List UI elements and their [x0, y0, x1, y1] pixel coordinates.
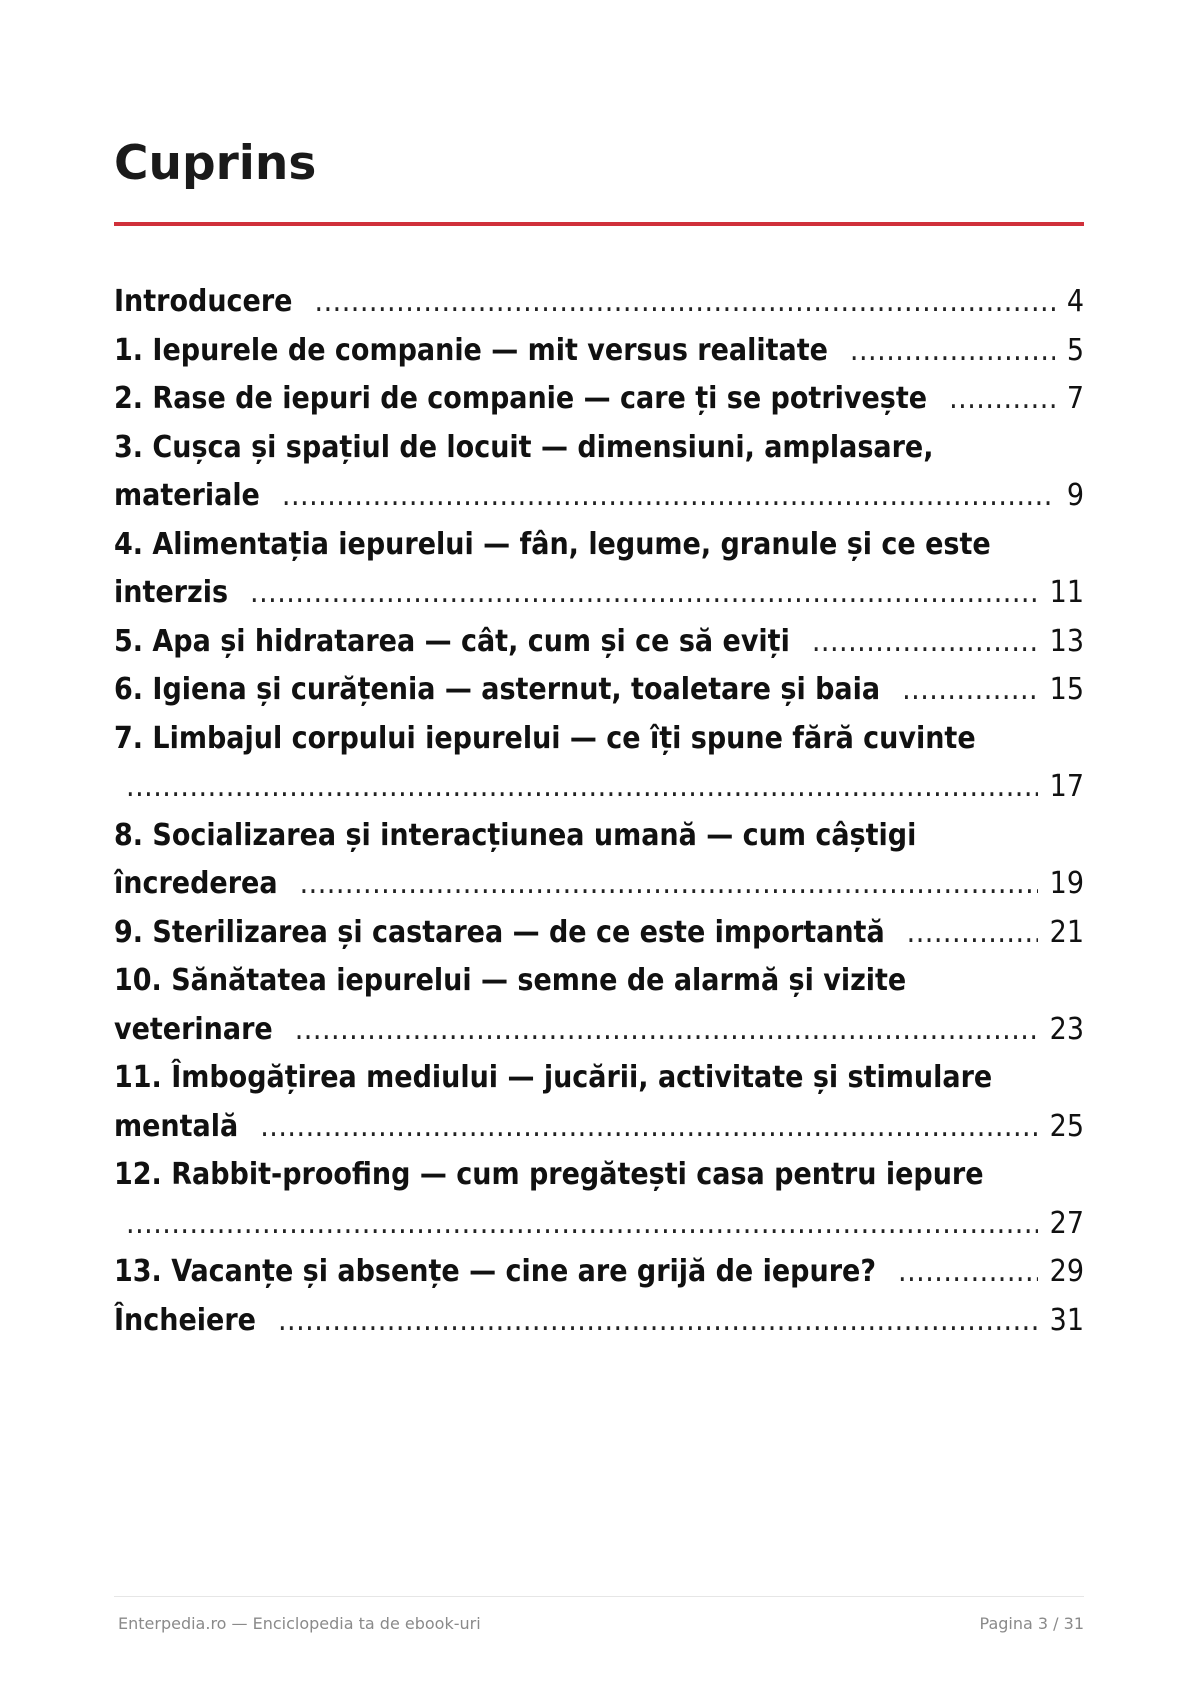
- toc-page-number: 13: [1049, 623, 1084, 659]
- toc-dot-leader: [315, 278, 1055, 327]
- toc-page-number: 31: [1049, 1302, 1084, 1338]
- toc-entry-9[interactable]: [114, 909, 1084, 958]
- footer-divider: [114, 1596, 1084, 1597]
- toc-page-number: 21: [1049, 914, 1084, 950]
- toc-entry-4[interactable]: [114, 521, 1084, 618]
- toc-dot-leader: [126, 763, 1038, 812]
- toc-dot-leader: [902, 666, 1038, 715]
- toc-page-number: 27: [1049, 1205, 1084, 1241]
- toc-page-number: 23: [1049, 1011, 1084, 1047]
- toc-entry-title: 11. Îmbogățirea mediului — jucării, activitate și stimulare: [114, 1060, 993, 1095]
- toc-page-number: 29: [1049, 1254, 1084, 1289]
- toc-entry-7[interactable]: [114, 715, 1084, 812]
- toc-page-number: 19: [1049, 866, 1084, 901]
- toc-dot-leader: [295, 1006, 1038, 1055]
- page-title: Cuprins: [114, 136, 317, 191]
- toc-entry-title-continued: veterinare: [114, 1011, 273, 1047]
- toc-entry-title: 3. Cușca și spațiul de locuit — dimensiuni, amplasare,: [114, 429, 934, 465]
- toc-entry-title: 2. Rase de iepuri de companie — care ți se potrivește: [114, 381, 928, 416]
- toc-entry-title: 5. Apa și hidratarea — cât, cum și ce să eviți: [114, 623, 790, 659]
- toc-entry-3[interactable]: [114, 424, 1084, 521]
- toc-entry-title: 4. Alimentația iepurelui — fân, legume, granule și ce este: [114, 526, 991, 562]
- toc-entry-title-continued: mentală: [114, 1108, 239, 1144]
- toc-dot-leader: [812, 618, 1038, 667]
- toc-entry-6[interactable]: [114, 666, 1084, 715]
- toc-entry-title: Încheiere: [114, 1302, 256, 1338]
- toc-entry-introducere[interactable]: [114, 278, 1084, 327]
- toc-entry-5[interactable]: [114, 618, 1084, 667]
- toc-entry-title: 12. Rabbit-proofing — cum pregătești casa pentru iepure: [114, 1157, 984, 1192]
- toc-entry-title: 7. Limbajul corpului iepurelui — ce îți spune fără cuvinte: [114, 720, 976, 756]
- toc-entry-10[interactable]: [114, 957, 1084, 1054]
- toc-entry-2[interactable]: [114, 375, 1084, 424]
- toc-page-number: 4: [1066, 284, 1084, 319]
- toc-dot-leader: [949, 375, 1055, 424]
- toc-entry-12[interactable]: [114, 1151, 1084, 1248]
- toc-entry-11[interactable]: [114, 1054, 1084, 1151]
- toc-entry-1[interactable]: [114, 327, 1084, 376]
- toc-entry-incheiere[interactable]: [114, 1297, 1084, 1346]
- toc-entry-title-continued: încrederea: [114, 866, 278, 901]
- toc-entry-title: 1. Iepurele de companie — mit versus realitate: [114, 332, 828, 368]
- toc-page-number: 11: [1049, 575, 1084, 610]
- toc-entry-title-continued: interzis: [114, 575, 229, 610]
- toc-dot-leader: [850, 327, 1055, 376]
- toc-dot-leader: [260, 1103, 1037, 1152]
- toc-entry-title: 6. Igiena și curățenia — asternut, toaletare și baia: [114, 672, 881, 707]
- toc-page-number: 17: [1049, 769, 1084, 804]
- table-of-contents: [114, 278, 1084, 1345]
- toc-dot-leader: [126, 1200, 1038, 1249]
- toc-dot-leader: [907, 909, 1038, 958]
- toc-entry-title: 8. Socializarea și interacțiunea umană — cum câștigi: [114, 817, 917, 853]
- toc-page-number: 15: [1049, 672, 1084, 707]
- toc-page-number: 5: [1066, 332, 1084, 368]
- toc-dot-leader: [898, 1248, 1038, 1297]
- toc-page-number: 7: [1066, 381, 1084, 416]
- footer-site-name: Enterpedia.ro — Enciclopedia ta de ebook-uri: [118, 1614, 481, 1633]
- toc-entry-13[interactable]: [114, 1248, 1084, 1297]
- toc-dot-leader: [300, 860, 1038, 909]
- title-divider: [114, 222, 1084, 226]
- toc-entry-title: 10. Sănătatea iepurelui — semne de alarmă și vizite: [114, 963, 907, 998]
- toc-entry-title: 9. Sterilizarea și castarea — de ce este importantă: [114, 914, 885, 950]
- toc-dot-leader: [250, 569, 1038, 618]
- toc-dot-leader: [278, 1297, 1038, 1346]
- toc-entry-title: 13. Vacanțe și absențe — cine are grijă de iepure?: [114, 1254, 877, 1289]
- footer-page-number: Pagina 3 / 31: [979, 1614, 1084, 1633]
- toc-dot-leader: [282, 472, 1055, 521]
- toc-page-number: 25: [1049, 1108, 1084, 1144]
- toc-page-number: 9: [1066, 478, 1084, 513]
- toc-entry-title-continued: materiale: [114, 478, 260, 513]
- toc-entry-title: Introducere: [114, 284, 293, 319]
- toc-entry-8[interactable]: [114, 812, 1084, 909]
